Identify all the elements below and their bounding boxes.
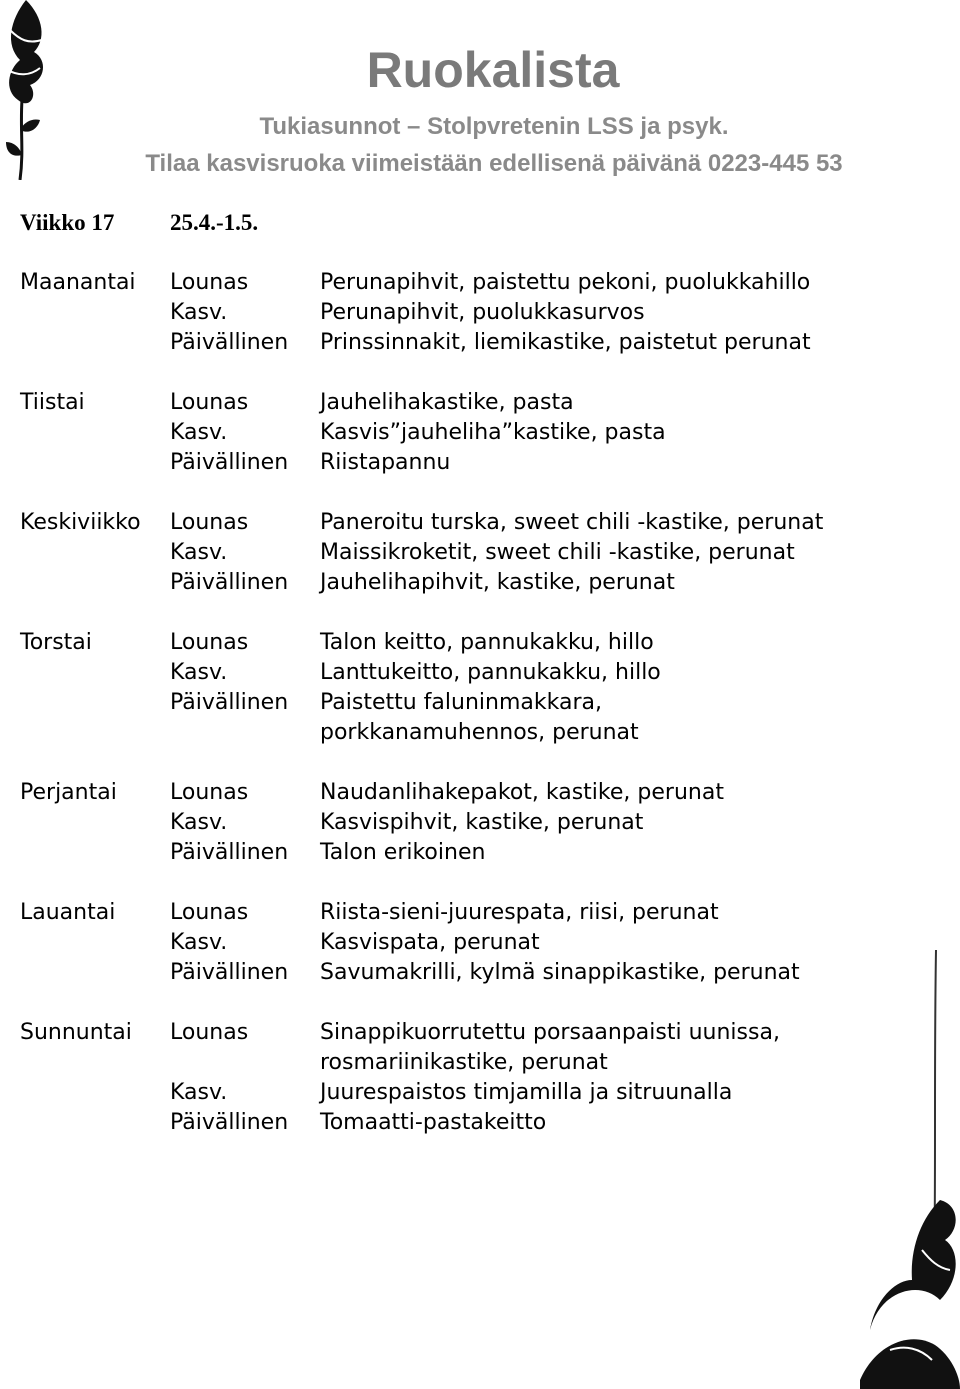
meal-type: Päivällinen [170, 960, 289, 985]
meal-row [20, 898, 880, 928]
day-name: Lauantai [20, 900, 116, 925]
meal-row [20, 1018, 880, 1078]
meal-type: Kasv. [170, 1080, 228, 1105]
day-block-tuesday [20, 388, 880, 478]
page-title: Ruokalista [366, 42, 620, 98]
day-name: Keskiviikko [20, 510, 141, 535]
dish: Prinssinnakit, liemikastike, paistetut perunat [320, 330, 811, 355]
dish: Juurespaistos timjamilla ja sitruunalla [320, 1080, 733, 1105]
meal-type: Päivällinen [170, 840, 289, 865]
meal-row [20, 538, 880, 568]
day-block-thursday [20, 628, 880, 748]
meal-row [20, 1108, 880, 1138]
dish: Kasvis”jauheliha”kastike, pasta [320, 420, 666, 445]
meal-type: Päivällinen [170, 570, 289, 595]
meal-row [20, 688, 880, 748]
dish: Talon erikoinen [320, 840, 486, 865]
dish: Paistettu faluninmakkara, porkkanamuhennos, perunat [320, 690, 639, 745]
meal-type: Kasv. [170, 540, 228, 565]
meal-type: Päivällinen [170, 330, 289, 355]
dish: Perunapihvit, puolukkasurvos [320, 300, 645, 325]
meal-row [20, 328, 880, 358]
meal-type: Kasv. [170, 660, 228, 685]
weekly-menu [20, 268, 880, 1168]
day-block-wednesday [20, 508, 880, 598]
meal-row [20, 928, 880, 958]
day-block-friday [20, 778, 880, 868]
day-block-monday [20, 268, 880, 358]
dish: Maissikroketit, sweet chili -kastike, perunat [320, 540, 795, 565]
meal-row [20, 658, 880, 688]
meal-type: Lounas [170, 630, 249, 655]
meal-type: Päivällinen [170, 690, 289, 715]
meal-row [20, 958, 880, 988]
dish: Savumakrilli, kylmä sinappikastike, perunat [320, 960, 800, 985]
dish: Riistapannu [320, 450, 451, 475]
meal-type: Lounas [170, 900, 249, 925]
day-name: Maanantai [20, 270, 136, 295]
dish: Talon keitto, pannukakku, hillo [320, 630, 654, 655]
meal-row [20, 568, 880, 598]
meal-type: Lounas [170, 510, 249, 535]
day-block-sunday [20, 1018, 880, 1138]
week-dates: 25.4.-1.5. [170, 210, 259, 235]
meal-type: Kasv. [170, 300, 228, 325]
day-block-saturday [20, 898, 880, 988]
meal-type: Lounas [170, 1020, 249, 1045]
dish: Kasvispata, perunat [320, 930, 540, 955]
meal-type: Lounas [170, 390, 249, 415]
meal-row [20, 1078, 880, 1108]
meal-type: Päivällinen [170, 1110, 289, 1135]
meal-row [20, 628, 880, 658]
day-name: Sunnuntai [20, 1020, 132, 1045]
meal-row [20, 418, 880, 448]
meal-row [20, 448, 880, 478]
day-name: Perjantai [20, 780, 117, 805]
meal-row [20, 298, 880, 328]
dish: Paneroitu turska, sweet chili -kastike, perunat [320, 510, 824, 535]
dish: Naudanlihakepakot, kastike, perunat [320, 780, 724, 805]
week-info [20, 209, 258, 237]
day-name: Torstai [20, 630, 92, 655]
meal-row [20, 778, 880, 808]
dish: Jauhelihakastike, pasta [320, 390, 574, 415]
page-subtitle: Tukiasunnot – Stolpvretenin LSS ja psyk. [259, 113, 729, 140]
day-name: Tiistai [20, 390, 85, 415]
dish: Riista-sieni-juurespata, riisi, perunat [320, 900, 719, 925]
meal-type: Päivällinen [170, 450, 289, 475]
dish: Sinappikuorrutettu porsaanpaisti uunissa, rosmariinikastike, perunat [320, 1020, 780, 1075]
meal-type: Kasv. [170, 930, 228, 955]
meal-row [20, 838, 880, 868]
meal-row [20, 388, 880, 418]
dish: Lanttukeitto, pannukakku, hillo [320, 660, 661, 685]
week-label: Viikko 17 [20, 210, 115, 235]
meal-row [20, 808, 880, 838]
dish: Perunapihvit, paistettu pekoni, puolukkahillo [320, 270, 811, 295]
meal-type: Kasv. [170, 810, 228, 835]
order-instruction: Tilaa kasvisruoka viimeistään edellisenä päivänä 0223-445 53 [145, 150, 843, 177]
meal-type: Kasv. [170, 420, 228, 445]
dish: Jauhelihapihvit, kastike, perunat [320, 570, 675, 595]
meal-type: Lounas [170, 270, 249, 295]
meal-row [20, 268, 880, 298]
meal-row [20, 508, 880, 538]
dish: Tomaatti-pastakeitto [320, 1110, 547, 1135]
dish: Kasvispihvit, kastike, perunat [320, 810, 644, 835]
meal-type: Lounas [170, 780, 249, 805]
